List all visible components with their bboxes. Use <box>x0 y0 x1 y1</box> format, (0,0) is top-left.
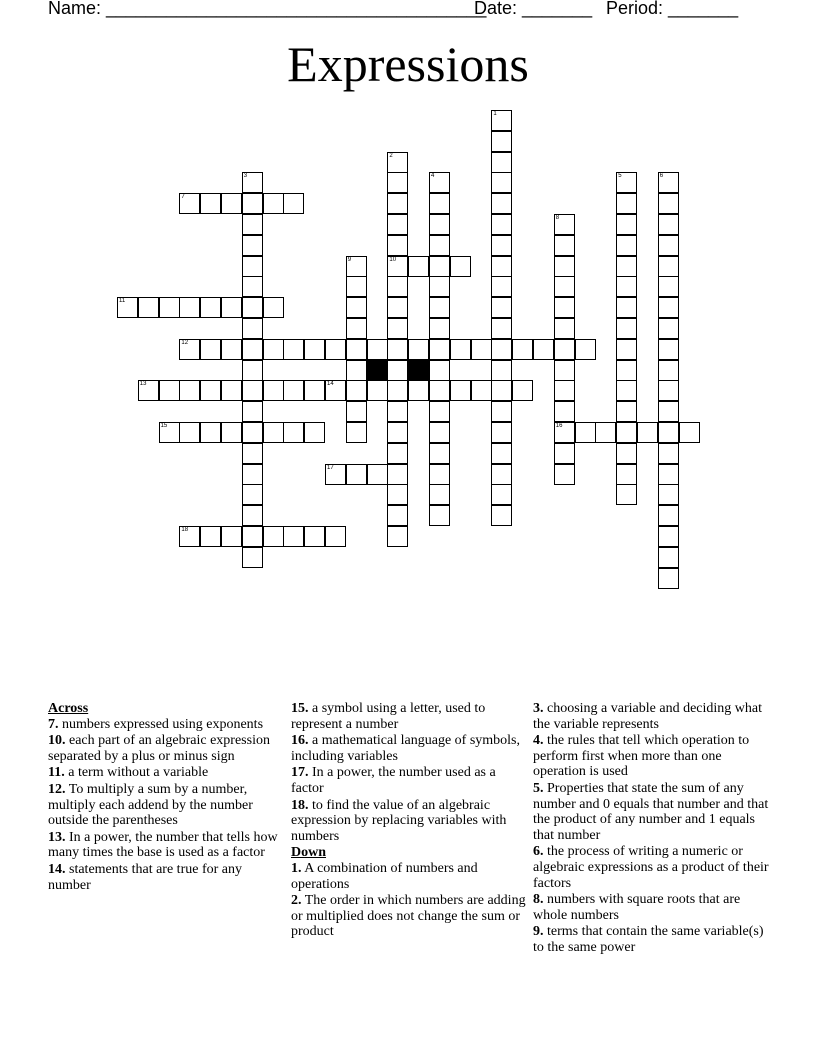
clue-text: a mathematical language of symbols, including variables <box>291 733 520 764</box>
clue-item <box>48 765 284 781</box>
grid-cell[interactable] <box>263 339 284 360</box>
grid-cell[interactable] <box>429 276 450 297</box>
grid-cell[interactable] <box>658 380 679 401</box>
clue-text: numbers expressed using exponents <box>62 716 264 732</box>
grid-cell[interactable] <box>491 131 512 152</box>
clue-text: a symbol using a letter, used to represent a number <box>291 701 486 732</box>
grid-cell[interactable] <box>616 193 637 214</box>
grid-cell[interactable] <box>387 401 408 422</box>
grid-cell[interactable] <box>242 484 263 505</box>
clue-number: 6 <box>659 173 664 180</box>
grid-cell[interactable] <box>554 297 575 318</box>
grid-cell[interactable] <box>221 297 242 318</box>
date-field[interactable]: Date: _______ <box>474 0 593 18</box>
clue-text: to find the value of an algebraic expression by replacing variables with numbers <box>291 797 507 844</box>
grid-cell[interactable] <box>450 256 471 277</box>
grid-cell[interactable] <box>200 339 221 360</box>
grid-cell[interactable] <box>325 380 346 401</box>
grid-cell[interactable] <box>679 422 700 443</box>
grid-cell[interactable] <box>179 526 200 547</box>
clue-item <box>48 862 284 893</box>
grid-cell[interactable] <box>367 380 388 401</box>
clue-item <box>291 701 527 732</box>
grid-cell[interactable] <box>429 401 450 422</box>
grid-cell[interactable] <box>200 422 221 443</box>
grid-cell[interactable] <box>491 256 512 277</box>
grid-cell[interactable] <box>429 464 450 485</box>
grid-cell[interactable] <box>658 360 679 381</box>
clue-number: 1 <box>493 111 497 117</box>
grid-cell[interactable] <box>179 297 200 318</box>
clue-number: 12 <box>181 339 189 346</box>
grid-cell[interactable] <box>658 484 679 505</box>
clue-item <box>533 701 769 732</box>
clue-item <box>291 861 527 892</box>
grid-cell[interactable] <box>616 360 637 381</box>
grid-cell[interactable] <box>387 297 408 318</box>
grid-cell[interactable] <box>616 422 637 443</box>
grid-cell[interactable] <box>491 214 512 235</box>
grid-cell[interactable] <box>221 193 242 214</box>
clue-text: In a power, the number used as a factor <box>291 765 496 796</box>
clue-number: 16 <box>555 423 563 429</box>
clue-number-label: 2. <box>291 893 302 909</box>
clue-number-label: 8. <box>533 892 544 908</box>
grid-cell[interactable] <box>658 318 679 339</box>
clue-item <box>291 765 527 796</box>
grid-cell[interactable] <box>263 380 284 401</box>
clue-text: terms that contain the same variable(s) to the same power <box>533 924 764 955</box>
grid-cell[interactable] <box>554 401 575 422</box>
grid-cell[interactable] <box>200 526 221 547</box>
clue-text: In a power, the number that tells how many times the base is used as a factor <box>48 829 278 861</box>
grid-cell[interactable] <box>616 318 637 339</box>
grid-cell[interactable] <box>242 401 263 422</box>
grid-cell[interactable] <box>179 422 200 443</box>
grid-cell[interactable] <box>263 193 284 214</box>
grid-cell[interactable] <box>429 172 450 193</box>
grid-cell[interactable] <box>346 401 367 422</box>
grid-cell[interactable] <box>346 276 367 297</box>
clue-text: numbers with square roots that are whole numbers <box>533 892 741 923</box>
clue-text: a term without a variable <box>68 765 209 781</box>
grid-cell[interactable] <box>429 505 450 526</box>
grid-cell[interactable] <box>554 318 575 339</box>
grid-cell[interactable] <box>554 214 575 235</box>
grid-cell[interactable] <box>387 360 408 381</box>
grid-cell[interactable] <box>491 110 512 131</box>
grid-cell[interactable] <box>429 380 450 401</box>
clue-text: To multiply a sum by a number, multiply each addend by the number outside the parentheses <box>48 781 253 829</box>
grid-cell[interactable] <box>450 339 471 360</box>
grid-cell[interactable] <box>616 235 637 256</box>
grid-cell[interactable] <box>387 380 408 401</box>
grid-cell[interactable] <box>429 422 450 443</box>
grid-cell[interactable] <box>242 505 263 526</box>
grid-cell[interactable] <box>616 256 637 277</box>
grid-cell[interactable] <box>658 443 679 464</box>
clue-number: 2 <box>389 152 393 159</box>
grid-cell[interactable] <box>304 422 325 443</box>
grid-cell[interactable] <box>242 193 263 214</box>
grid-cell[interactable] <box>138 297 159 318</box>
grid-cell[interactable] <box>429 214 450 235</box>
grid-cell[interactable] <box>346 318 367 339</box>
clue-text: the rules that tell which operation to perform first when more than one operation is used <box>533 733 750 780</box>
grid-cell[interactable] <box>304 526 325 547</box>
period-field[interactable]: Period: _______ <box>606 0 739 18</box>
grid-cell[interactable] <box>200 380 221 401</box>
grid-cell[interactable] <box>242 214 263 235</box>
clue-number-label: 10. <box>48 733 66 749</box>
grid-cell[interactable] <box>242 172 263 193</box>
clue-number-label: 3. <box>533 701 544 716</box>
grid-cell[interactable] <box>242 422 263 443</box>
clue-number: 15 <box>160 423 168 429</box>
clue-number-label: 5. <box>533 780 544 796</box>
grid-cell[interactable] <box>491 422 512 443</box>
grid-cell[interactable] <box>304 380 325 401</box>
grid-cell[interactable] <box>658 193 679 214</box>
grid-cell[interactable] <box>658 256 679 277</box>
grid-cell[interactable] <box>491 505 512 526</box>
clue-number: 4 <box>431 173 435 180</box>
grid-cell[interactable] <box>408 380 429 401</box>
grid-cell[interactable] <box>242 526 263 547</box>
grid-cell[interactable] <box>491 443 512 464</box>
grid-cell[interactable] <box>616 484 637 505</box>
clue-item <box>48 733 284 764</box>
grid-cell[interactable] <box>658 339 679 360</box>
grid-cell[interactable] <box>200 297 221 318</box>
grid-cell[interactable] <box>346 380 367 401</box>
grid-cell[interactable] <box>554 464 575 485</box>
grid-cell[interactable] <box>221 526 242 547</box>
clue-number: 11 <box>119 298 126 305</box>
clue-text: each part of an algebraic expression separated by a plus or minus sign <box>48 733 270 764</box>
grid-cell[interactable] <box>179 380 200 401</box>
clue-column-2 <box>291 701 527 941</box>
grid-cell[interactable] <box>387 464 408 485</box>
grid-cell[interactable] <box>242 464 263 485</box>
grid-cell[interactable] <box>159 422 180 443</box>
grid-cell[interactable] <box>429 193 450 214</box>
clue-text: choosing a variable and deciding what the variable represents <box>533 701 762 732</box>
black-square <box>408 360 429 381</box>
grid-cell[interactable] <box>346 297 367 318</box>
grid-cell[interactable] <box>616 401 637 422</box>
clue-number: 8 <box>555 215 560 221</box>
grid-cell[interactable] <box>387 484 408 505</box>
grid-cell[interactable] <box>575 339 596 360</box>
grid-cell[interactable] <box>221 422 242 443</box>
grid-cell[interactable] <box>346 422 367 443</box>
grid-cell[interactable] <box>616 380 637 401</box>
grid-cell[interactable] <box>387 443 408 464</box>
grid-cell[interactable] <box>367 339 388 360</box>
grid-cell[interactable] <box>575 422 596 443</box>
grid-cell[interactable] <box>387 505 408 526</box>
grid-cell[interactable] <box>595 422 616 443</box>
clue-number-label: 13. <box>48 829 66 845</box>
grid-cell[interactable] <box>283 526 304 547</box>
grid-cell[interactable] <box>658 547 679 568</box>
clue-text: statements that are true for any number <box>48 861 242 893</box>
clue-column-1 <box>48 701 284 894</box>
clue-number-label: 6. <box>533 844 544 860</box>
grid-cell[interactable] <box>554 339 575 360</box>
grid-cell[interactable] <box>346 256 367 277</box>
grid-cell[interactable] <box>658 464 679 485</box>
clue-item <box>533 844 769 891</box>
clue-number-label: 18. <box>291 797 309 813</box>
clue-item <box>533 781 769 843</box>
clue-number: 7 <box>181 194 185 201</box>
grid-cell[interactable] <box>554 422 575 443</box>
grid-cell[interactable] <box>242 256 263 277</box>
grid-cell[interactable] <box>616 464 637 485</box>
grid-cell[interactable] <box>533 339 554 360</box>
grid-cell[interactable] <box>242 380 263 401</box>
clue-item <box>291 798 527 845</box>
grid-cell[interactable] <box>429 484 450 505</box>
clue-number: 13 <box>139 381 147 388</box>
clue-number: 5 <box>618 173 622 180</box>
grid-cell[interactable] <box>616 297 637 318</box>
grid-cell[interactable] <box>221 380 242 401</box>
grid-cell[interactable] <box>179 339 200 360</box>
grid-cell[interactable] <box>616 443 637 464</box>
clue-text: A combination of numbers and operations <box>291 860 478 892</box>
grid-cell[interactable] <box>429 360 450 381</box>
grid-cell[interactable] <box>658 505 679 526</box>
grid-cell[interactable] <box>387 193 408 214</box>
grid-cell[interactable] <box>616 276 637 297</box>
grid-cell[interactable] <box>491 318 512 339</box>
grid-cell[interactable] <box>283 380 304 401</box>
grid-cell[interactable] <box>387 318 408 339</box>
grid-cell[interactable] <box>429 339 450 360</box>
grid-cell[interactable] <box>200 193 221 214</box>
grid-cell[interactable] <box>242 276 263 297</box>
clue-heading: Across <box>48 701 89 716</box>
grid-cell[interactable] <box>491 276 512 297</box>
clue-item <box>48 830 284 861</box>
clue-number: 10 <box>389 256 397 263</box>
grid-cell[interactable] <box>554 360 575 381</box>
grid-cell[interactable] <box>429 443 450 464</box>
clue-item <box>533 892 769 923</box>
grid-cell[interactable] <box>367 464 388 485</box>
grid-cell[interactable] <box>221 339 242 360</box>
clue-item <box>48 717 284 733</box>
grid-cell[interactable] <box>429 297 450 318</box>
clue-heading: Down <box>291 845 327 861</box>
grid-cell[interactable] <box>387 422 408 443</box>
grid-cell[interactable] <box>242 235 263 256</box>
grid-cell[interactable] <box>491 193 512 214</box>
clue-number: 9 <box>347 256 352 263</box>
grid-cell[interactable] <box>117 297 138 318</box>
grid-cell[interactable] <box>179 193 200 214</box>
grid-cell[interactable] <box>658 276 679 297</box>
clue-item <box>291 733 527 764</box>
grid-cell[interactable] <box>512 339 533 360</box>
page-title: Expressions <box>287 36 529 92</box>
grid-cell[interactable] <box>471 339 492 360</box>
grid-cell[interactable] <box>616 339 637 360</box>
clue-number-label: 15. <box>291 701 309 716</box>
grid-cell[interactable] <box>554 380 575 401</box>
grid-cell[interactable] <box>325 464 346 485</box>
clue-number: 18 <box>181 527 189 533</box>
grid-cell[interactable] <box>491 360 512 381</box>
grid-cell[interactable] <box>263 297 284 318</box>
grid-cell[interactable] <box>491 172 512 193</box>
grid-cell[interactable] <box>554 276 575 297</box>
grid-cell[interactable] <box>658 526 679 547</box>
clue-number-label: 4. <box>533 733 544 749</box>
grid-cell[interactable] <box>616 172 637 193</box>
grid-cell[interactable] <box>387 235 408 256</box>
grid-cell[interactable] <box>346 360 367 381</box>
grid-cell[interactable] <box>429 318 450 339</box>
grid-cell[interactable] <box>491 401 512 422</box>
name-field[interactable]: Name: ______________________________________ <box>48 0 487 18</box>
grid-cell[interactable] <box>387 339 408 360</box>
clue-number: 14 <box>327 381 334 388</box>
grid-cell[interactable] <box>325 339 346 360</box>
grid-cell[interactable] <box>637 422 658 443</box>
clue-text: Properties that state the sum of any number and 0 equals that number and that the product of any number and 1 equals that number <box>533 780 769 843</box>
clue-number-label: 7. <box>48 716 59 732</box>
grid-cell[interactable] <box>387 214 408 235</box>
grid-cell[interactable] <box>387 256 408 277</box>
grid-cell[interactable] <box>491 297 512 318</box>
clue-item <box>533 733 769 780</box>
grid-cell[interactable] <box>242 318 263 339</box>
grid-cell[interactable] <box>159 297 180 318</box>
grid-cell[interactable] <box>387 172 408 193</box>
grid-cell[interactable] <box>242 297 263 318</box>
grid-cell[interactable] <box>491 380 512 401</box>
clue-item <box>48 782 284 829</box>
grid-cell[interactable] <box>387 276 408 297</box>
clue-number-label: 16. <box>291 733 309 749</box>
grid-cell[interactable] <box>471 380 492 401</box>
clue-column-3 <box>533 701 769 957</box>
clue-text: the process of writing a numeric or algebraic expressions as a product of their factors <box>533 844 769 891</box>
grid-cell[interactable] <box>658 172 679 193</box>
grid-cell[interactable] <box>554 235 575 256</box>
grid-cell[interactable] <box>242 443 263 464</box>
grid-cell[interactable] <box>346 464 367 485</box>
grid-cell[interactable] <box>491 339 512 360</box>
grid-cell[interactable] <box>304 339 325 360</box>
clue-number-label: 12. <box>48 781 66 797</box>
grid-cell[interactable] <box>283 339 304 360</box>
clue-number: 17 <box>327 464 334 471</box>
clue-number-label: 9. <box>533 924 544 940</box>
grid-cell[interactable] <box>450 380 471 401</box>
grid-cell[interactable] <box>491 235 512 256</box>
grid-cell[interactable] <box>242 339 263 360</box>
grid-cell[interactable] <box>138 380 159 401</box>
grid-cell[interactable] <box>283 422 304 443</box>
grid-cell[interactable] <box>283 193 304 214</box>
grid-cell[interactable] <box>387 152 408 173</box>
grid-cell[interactable] <box>658 214 679 235</box>
grid-cell[interactable] <box>658 297 679 318</box>
grid-cell[interactable] <box>658 235 679 256</box>
grid-cell[interactable] <box>491 464 512 485</box>
grid-cell[interactable] <box>491 152 512 173</box>
grid-cell[interactable] <box>408 339 429 360</box>
grid-cell[interactable] <box>408 256 429 277</box>
grid-cell[interactable] <box>658 568 679 589</box>
grid-cell[interactable] <box>263 526 284 547</box>
grid-cell[interactable] <box>658 422 679 443</box>
grid-cell[interactable] <box>242 360 263 381</box>
clue-text: The order in which numbers are adding or multiplied does not change the sum or product <box>291 893 526 940</box>
grid-cell[interactable] <box>491 484 512 505</box>
grid-cell[interactable] <box>429 235 450 256</box>
clue-number: 3 <box>243 173 248 180</box>
clue-item <box>533 924 769 955</box>
grid-cell[interactable] <box>242 547 263 568</box>
clue-number-label: 17. <box>291 765 309 781</box>
grid-cell[interactable] <box>263 422 284 443</box>
clue-item <box>291 893 527 940</box>
grid-cell[interactable] <box>325 526 346 547</box>
black-square <box>367 360 388 381</box>
clue-number-label: 1. <box>291 860 302 876</box>
grid-cell[interactable] <box>554 256 575 277</box>
grid-cell[interactable] <box>554 443 575 464</box>
grid-cell[interactable] <box>429 256 450 277</box>
grid-cell[interactable] <box>159 380 180 401</box>
grid-cell[interactable] <box>616 214 637 235</box>
grid-cell[interactable] <box>512 380 533 401</box>
grid-cell[interactable] <box>387 526 408 547</box>
clue-number-label: 14. <box>48 861 66 877</box>
grid-cell[interactable] <box>346 339 367 360</box>
clue-number-label: 11. <box>48 765 65 781</box>
grid-cell[interactable] <box>658 401 679 422</box>
